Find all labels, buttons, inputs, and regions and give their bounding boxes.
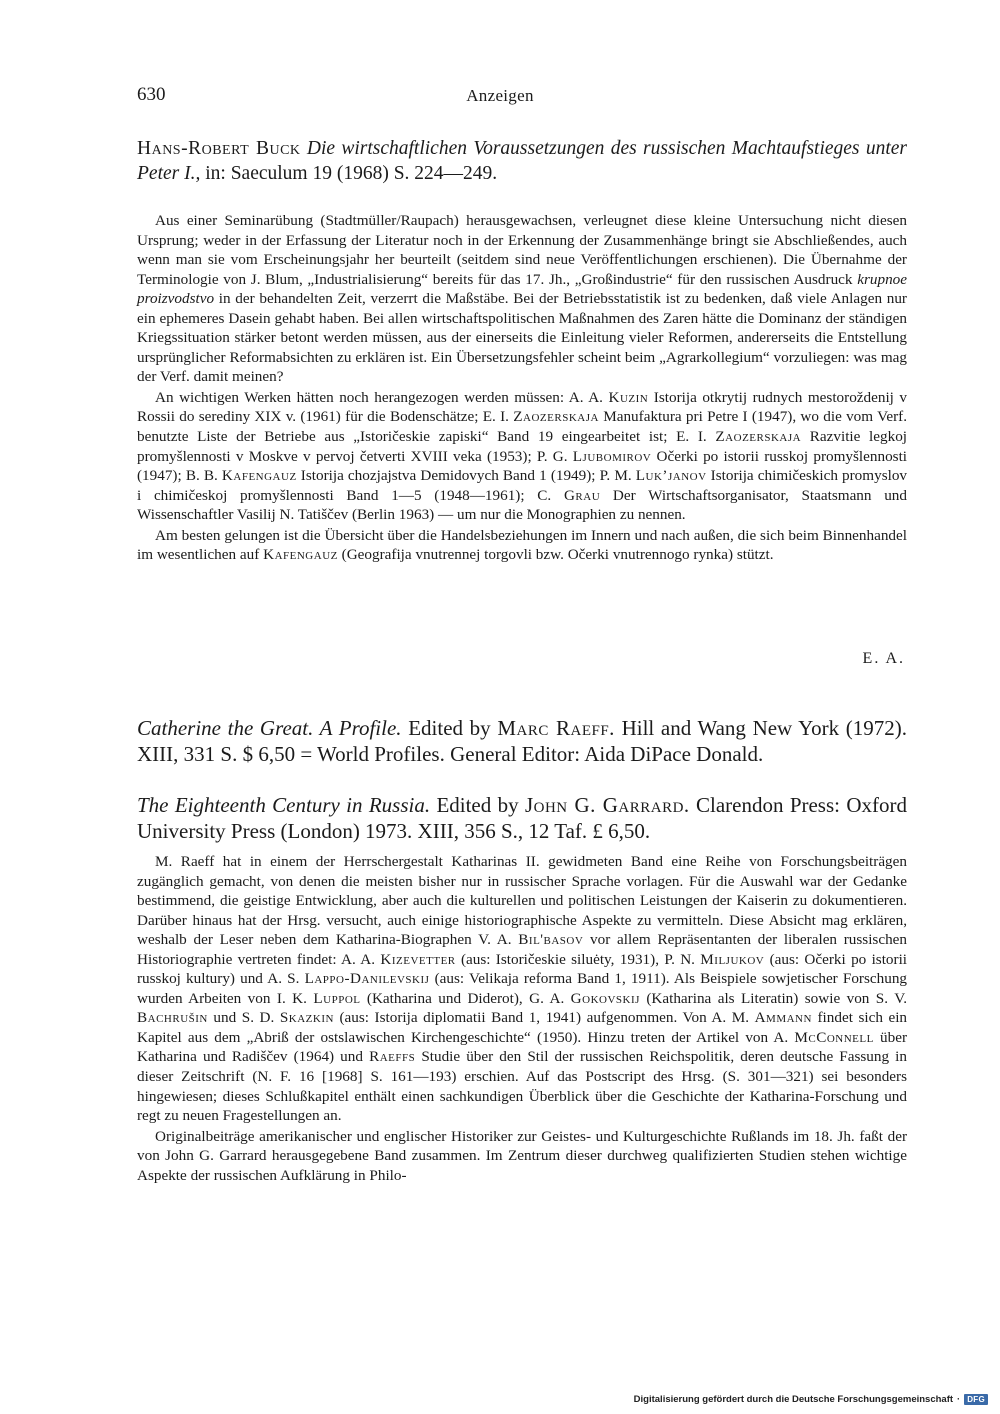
cited-author: Kafengauz [221, 467, 297, 485]
article-title: Die wirtschaftlichen Voraussetzungen des russischen Machtaufstieges unter Peter I., [137, 138, 908, 184]
cited-author: Bachrušin [137, 1009, 208, 1027]
text-run: Studie über den Stil der russischen Reichspolitik, deren deutsche Fassung in dieser Zeitschrift (N. F. 16 [1968] S. 161—193) erschien. Auf das Postscript des Hrsg. (S. 301—321) sei besonders hingewiesen; dieses Schlußkapitel enthält einen sachkundigen Überblick über die Geschichte der Katharina-Forschung und regt zu neuen Fragestellungen an. [137, 1048, 907, 1125]
text-run: über Katharina und Radiščev (1964) und [137, 1028, 908, 1066]
paragraph [137, 1127, 907, 1186]
book-title: The Eighteenth Century in Russia. [137, 793, 431, 817]
book-title: Catherine the Great. A Profile. [137, 716, 402, 740]
text-run: Am besten gelungen ist die Übersicht über die Handelsbeziehungen im Innern und nach außen, die sich beim Binnenhandel im wesentlichen auf [137, 526, 907, 564]
text-run: (aus: Očerki po istorii russkoj kultury) und A. S. [137, 950, 908, 988]
paragraph [137, 526, 907, 565]
text-run: (Katharina und Diderot), G. A. [366, 989, 565, 1007]
cited-author: Gokovskij [570, 989, 640, 1007]
cited-author: Lappo-Danilevskij [304, 970, 430, 988]
text-run: in der behandelten Zeit, verzerrt die Maßstäbe. Bei der Betriebsstatistik ist zu bedenken, daß viele Anlagen nur ein ephemeres Dasein gehabt haben. Bei allen wirtschaftspolitischen Maßnahmen des Zaren hätte die Dominanz der ständigen Kriegssituation stärker betont werden müssen, aus der einerseits die Einleitung vieler Reformen, andererseits die Entstellung ursprünglicher Reformabsichten zu erklären ist. Ein Übersetzungsfehler scheint beim „Agrarkollegium“ vorzuliegen: was mag der Verf. damit meinen? [137, 290, 907, 386]
review-body-catherine [137, 852, 907, 1185]
cited-author: McConnell [794, 1028, 874, 1046]
text-run: vor allem Repräsentanten der liberalen russischen Historiographie vertreten findet: A. A. [137, 931, 908, 968]
review-body-buck [137, 211, 907, 565]
text-run: (aus: Velikaja reforma Band 1, 1911). Als Beispiele sowjetischer Forschung wurden Arbeiten von I. K. [137, 970, 908, 1007]
text-run: (Katharina als Literatin) sowie von S. V. [646, 989, 908, 1007]
cited-author: Kizevetter [380, 950, 456, 968]
paragraph [137, 211, 907, 387]
digitization-footer [634, 1394, 988, 1405]
edited-by: Edited by [436, 793, 519, 817]
paragraph [137, 388, 907, 525]
footer-separator: · [957, 1394, 961, 1405]
reviewer-signature: E. A. [862, 650, 905, 667]
publication-info: Hill and Wang New York (1972). XIII, 331 S. $ 6,50 = World Profiles. General Editor: Aida DiPace Donald. [137, 716, 908, 766]
cited-author: Raeffs [369, 1048, 416, 1066]
cited-author: Ljubomirov [572, 447, 652, 465]
text-run: (aus: Istorija diplomatii Band 1, 1941) aufgenommen. Von A. M. [339, 1009, 750, 1027]
editor-name: Marc Raeff. [497, 716, 615, 740]
text-run: M. Raeff hat in einem der Herrschergestalt Katharinas II. gewidmeten Band eine Reihe von Forschungsbeiträgen zugänglich gemacht, von denen die meisten bisher nur in russischer Sprache vorlagen. Für die Auswahl war der Gedanke bestimmend, die geistige Entwicklung, aber auch die kulturellen und politischen Leistungen der Kaiserin zu dokumentieren. Darüber hinaus hat der Hrsg. versucht, auch einige historiographische Aspekte zu vermitteln. Diese Absicht mag erklären, weshalb der Leser neben dem Katharina-Biographen V. A. [137, 853, 907, 949]
cited-author: Kuzin [608, 388, 649, 406]
footer-text: Digitalisierung gefördert durch die Deutsche Forschungsgemeinschaft [633, 1394, 954, 1405]
text-run: Originalbeiträge amerikanischer und englischer Historiker zur Geistes- und Kulturgeschichte Rußlands im 18. Jh. faßt der von John G. Garrard herausgegebene Band zusammen. Im Zentrum dieser durchweg qualifizierten Studien stehen wichtige Aspekte der russischen Aufklärung in Philo- [137, 1127, 907, 1184]
cited-author: Kafengauz [263, 546, 338, 564]
text-run: findet sich ein Kapitel aus dem „Abriß der ostslawischen Kirchengeschichte“ (1950). Hinzu treten der Artikel von A. [137, 1009, 908, 1046]
cited-author: Luppol [313, 989, 361, 1007]
cited-author: Miljukov [700, 950, 765, 968]
text-run: (aus: Istoričeskie siluėty, 1931), P. N. [460, 950, 695, 968]
review-heading-buck [137, 136, 907, 186]
paragraph [137, 852, 907, 1126]
text-run: Der Wirtschaftsorganisator, Staatsmann und Wissenschaftler Vasilij N. Tatiščev (Berlin 1963) — um nur die Monographien zu nennen. [137, 486, 907, 524]
text-run: Razvitie legkoj promyšlennosti v Moskve v pervoj četverti XVIII veka (1953); P. G. [137, 428, 908, 465]
edited-by: Edited by [408, 716, 491, 740]
cited-author: Zaozerskaja [513, 408, 599, 426]
editor-name: John G. Garrard. [524, 793, 690, 817]
running-head: Anzeigen [466, 86, 534, 105]
review-heading-catherine [137, 715, 907, 767]
text-run: Istorija chimičeskich promyslov i chimičeskoj promyšlennosti Band 1—5 (1948—1961); C. [137, 467, 908, 504]
cited-author: Bil'basov [518, 931, 584, 949]
publication-info: Clarendon Press: Oxford University Press (London) 1973. XIII, 356 S., 12 Taf. £ 6,50. [137, 793, 907, 843]
article-source: in: Saeculum 19 (1968) S. 224—249. [205, 163, 498, 184]
text-run: Očerki po istorii russkoj promyšlennosti (1947); B. B. [137, 447, 908, 485]
cited-author: Grau [563, 486, 601, 504]
text-run: An wichtigen Werken hätten noch herangezogen werden müssen: A. A. [155, 388, 603, 406]
text-run: Istorija otkrytij rudnych mestoroždenij v Rossii do serediny XIX v. (1961) für die Bodenschätze; E. I. [137, 388, 908, 426]
text-run: Aus einer Seminarübung (Stadtmüller/Raupach) herausgewachsen, verleugnet diese kleine Untersuchung nicht diesen Ursprung; weder in der Erfassung der Literatur noch in der Erkennung der Zusammenhänge bringt sie Abschließendes, auch wenn man sie vom Erscheinungsjahr her beurteilt (seitdem sind neue Veröffentlichungen erschienen). Die Übernahme der Terminologie von J. Blum, „Industrialisierung“ bereits für das 17. Jh., „Großindustrie“ für den russischen Ausdruck [137, 212, 907, 288]
author-name: Hans-Robert Buck [137, 138, 301, 159]
cited-author: Ammann [754, 1009, 812, 1027]
text-run: (Geografija vnutrennej torgovli bzw. Očerki vnutrennogo rynka) stützt. [341, 546, 774, 564]
russian-term: krupnoe proizvodstvo [137, 270, 908, 308]
cited-author: Zaozerskaja [715, 428, 802, 446]
cited-author: Skazkin [279, 1009, 334, 1027]
review-heading-eighteenth-century [137, 792, 907, 844]
text-run: und S. D. [213, 1009, 275, 1027]
cited-author: Luk’janov [635, 467, 707, 485]
page-number: 630 [137, 84, 166, 105]
text-run: Istorija chozjajstva Demidovych Band 1 (1949); P. M. [300, 467, 632, 485]
dfg-logo: DFG [964, 1394, 988, 1405]
text-run: Manufaktura pri Petre I (1947), wo die vom Verf. benutzte Liste der Betriebe aus „Istoričeskie zapiski“ Band 19 eingearbeitet ist; E. I. [137, 408, 908, 446]
